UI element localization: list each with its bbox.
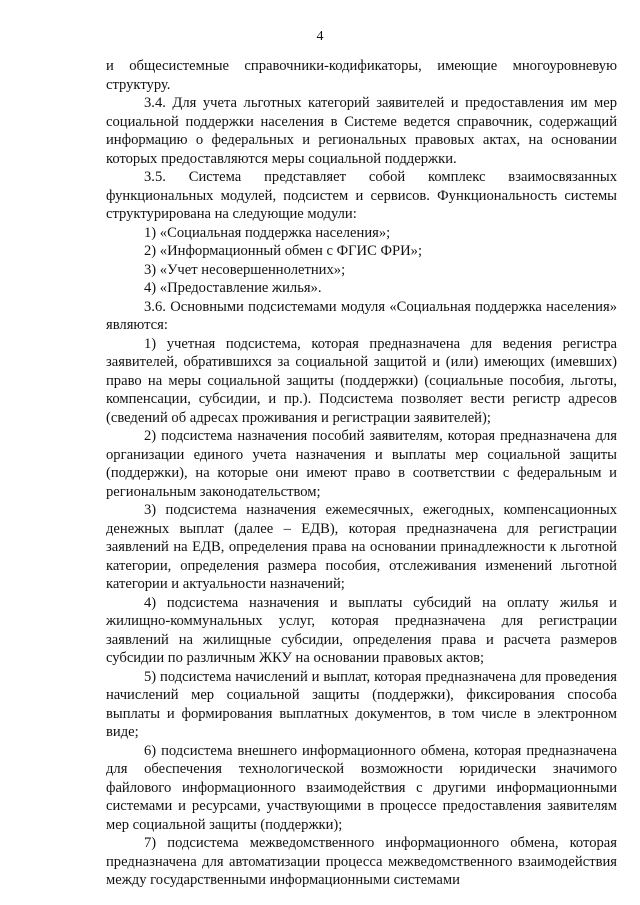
paragraph-3-5: 3.5. Система представляет собой комплекс взаимосвязанных функциональных модулей, подсистем и сервисов. Функциональность системы структурирована на следующие модули:: [106, 169, 617, 222]
page-number: 4: [316, 29, 324, 44]
module-item-4: 4) «Предоставление жилья».: [144, 280, 322, 296]
module-item-2: 2) «Информационный обмен с ФГИС ФРИ»;: [144, 243, 422, 259]
paragraph-3-4: 3.4. Для учета льготных категорий заявителей и предоставления им мер социальной поддержки населения в Системе ведется справочник, содержащий информацию о федеральных и региональных правовых актах, на основании которых предоставляются меры социальной поддержки.: [106, 95, 617, 167]
paragraph-3-6: 3.6. Основными подсистемами модуля «Социальная поддержка населения» являются:: [106, 298, 617, 333]
subsystem-item-6: 6) подсистема внешнего информационного обмена, которая предназначена для обеспечения технологической возможности юридически значимого файлового информационного взаимодействия с другими информационными системами и ресурсами, участвующими в процессе предоставления заявителям мер социальной защиты (поддержки);: [106, 742, 617, 833]
subsystem-item-4: 4) подсистема назначения и выплаты субсидий на оплату жилья и жилищно-коммунальных услуг, которая предназначена для регистрации заявлений на жилищные субсидии, определения права и расчета размеров субсидии по различным ЖКУ на основании правовых актов;: [106, 594, 617, 666]
subsystem-item-7: 7) подсистема межведомственного информационного обмена, которая предназначена для автоматизации процесса межведомственного взаимодействия между государственными информационными системами: [106, 835, 617, 888]
paragraph-continued: и общесистемные справочники-кодификаторы, имеющие многоуровневую структуру.: [106, 58, 617, 93]
document-body: [106, 57, 617, 890]
module-item-1: 1) «Социальная поддержка населения»;: [144, 224, 391, 241]
subsystem-item-5: 5) подсистема начислений и выплат, которая предназначена для проведения начислений мер социальной защиты (поддержки), фиксирования способа выплаты и формирования выплатных документов, в том числе в электронном виде;: [106, 668, 617, 740]
subsystem-item-2: 2) подсистема назначения пособий заявителям, которая предназначена для организации единого учета назначения и выплаты мер социальной защиты (поддержки), на которые они имеют право в соответствии с федеральным и региональным законодательством;: [106, 428, 617, 500]
subsystem-item-3: 3) подсистема назначения ежемесячных, ежегодных, компенсационных денежных выплат (далее – ЕДВ), которая предназначена для регистрации заявлений на ЕДВ, определения права на основании принадлежности к льготной категории, определения размера пособия, отслеживания изменений льготной категории и актуальности назначений;: [106, 502, 617, 592]
module-item-3: 3) «Учет несовершеннолетних»;: [144, 261, 346, 278]
subsystem-item-1: 1) учетная подсистема, которая предназначена для ведения регистра заявителей, обратившихся за социальной защитой и (или) имеющих (имевших) право на меры социальной защиты (поддержки) (социальные пособия, льготы, компенсации, субсидии, и пр.). Подсистема позволяет вести регистр адресов (сведений об адресах проживания и регистрации заявителей);: [106, 335, 617, 426]
